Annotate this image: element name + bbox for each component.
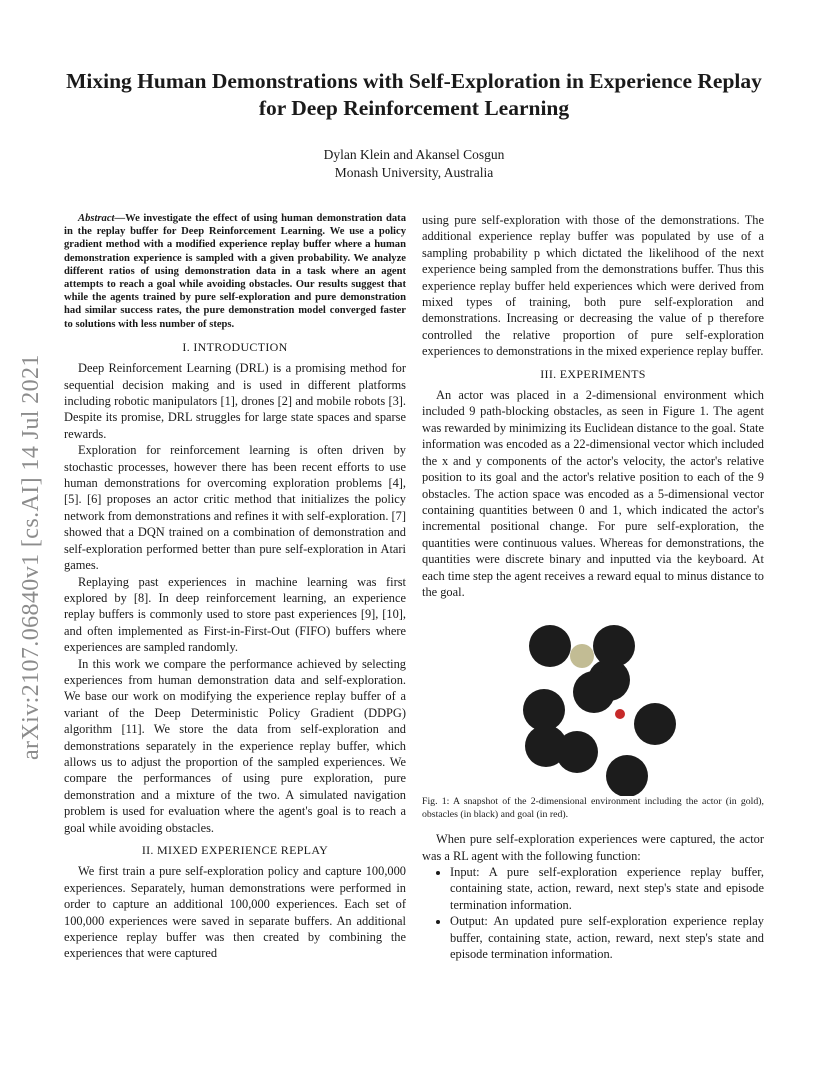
section-heading-experiments: III. EXPERIMENTS bbox=[540, 366, 646, 381]
abstract bbox=[64, 212, 406, 331]
figure-caption: Fig. 1: A snapshot of the 2-dimensional environment including the actor (in gold), obstacles (in black) and goal (in red). bbox=[422, 796, 764, 820]
right-column bbox=[422, 212, 764, 962]
obstacle bbox=[634, 703, 676, 745]
figure-environment bbox=[422, 606, 764, 796]
goal bbox=[615, 709, 625, 719]
affiliation: Monash University, Australia bbox=[334, 165, 494, 180]
obstacle bbox=[606, 755, 648, 796]
actor bbox=[570, 644, 594, 668]
obstacle bbox=[523, 689, 565, 731]
after-figure-paragraph: When pure self-exploration experiences were captured, the actor was a RL agent with the following function: bbox=[422, 832, 764, 863]
obstacle bbox=[573, 671, 615, 713]
experiments-paragraph: An actor was placed in a 2-dimensional environment which included 9 path-blocking obstacles, as seen in Figure 1. The agent was rewarded by minimizing its Euclidean distance to the goal. State information was encoded as a 22-dimensional vector which included the x and y components of the actor's velocity, the actor's relative position to its goal and the actor's relative position to each of the 9 obstacles. The action space was encoded as a 5-dimensional vector containing quantities between 0 and 1, which indicated the actor's incremental positional change. For pure self-exploration, the quantities were continuous values. Whereas for demonstrations, the quantities were discrete binary and inputted via the keyboard. At each time step the agent receives a reward equal to minus distance to the goal. bbox=[422, 388, 764, 599]
paper-title: Mixing Human Demonstrations with Self-Exploration in Experience Replay for Deep Reinforcement Learning bbox=[66, 69, 762, 120]
bullet-output: • Output: An updated pure self-exploration experience replay buffer, containing state, action, reward, next step's state and episode termination information. bbox=[450, 913, 764, 962]
authors: Dylan Klein and Akansel Cosgun bbox=[323, 147, 505, 162]
section-heading-introduction: I. INTRODUCTION bbox=[182, 339, 288, 354]
intro-paragraph-1: Deep Reinforcement Learning (DRL) is a promising method for sequential decision making and is used in different platforms including robotic manipulators [1], drones [2] and mobile robots [3]. Despite its promise, DRL struggles for large state spaces and sparse rewards. bbox=[64, 361, 406, 441]
left-column bbox=[64, 212, 406, 962]
environment-snapshot bbox=[422, 606, 764, 796]
function-bullets bbox=[422, 864, 764, 962]
abstract-lead: Abstract bbox=[78, 213, 115, 224]
intro-paragraph-4: In this work we compare the performance achieved by selecting experiences from human demonstration data and self-exploration. We base our work on modifying the experience replay buffer of a variant of the Deep Deterministic Policy Gradient (DDPG) algorithm [11]. We store the data from self-exploration and demonstrations separately in the experience replay buffer, which allows us to adjust the proportion of the sampled experiences. We compare the performances of using pure exploration, pure demonstration and a mixture of the two. A simulated navigation problem is used for evaluation where the agent's goal is to reach a goal while avoiding obstacles. bbox=[64, 656, 406, 835]
obstacle bbox=[529, 625, 571, 667]
abstract-text: —We investigate the effect of using human demonstration data in the replay buffer for Deep Reinforcement Learning. We use a policy gradient method with a modified experience replay buffer where a human demonstration experience is sampled with a given probability. We analyze different ratios of using demonstration data in a task where an agent attempts to reach a goal while avoiding obstacles. Our results suggest that while the agents trained by pure self-exploration and pure demonstration had similar success rates, the pure demonstration model converged faster to solutions with less number of steps. bbox=[64, 213, 406, 330]
intro-paragraph-3: Replaying past experiences in machine learning was first explored by [8]. In deep reinforcement learning, an experience replay buffers is commonly used to store past experiences [9], [10], and often implemented as First-in-First-Out (FIFO) buffers where experiences are sampled randomly. bbox=[64, 574, 406, 655]
mixed-paragraph-right: using pure self-exploration with those of the demonstrations. The additional experience replay buffer was populated by use of a sampling probability p which dictated the likelihood of the next experience being sampled from the demonstrations buffer. Thus this experience replay buffer held experiences which were derived from mixed types of training, both pure self-exploration and demonstrations. Increasing or decreasing the value of p therefore controlled the relative proportion of pure self-exploration experiences to demonstrations in the mixed experience replay buffer. bbox=[422, 213, 764, 359]
intro-paragraph-2: Exploration for reinforcement learning is often driven by stochastic processes, however there has been recent efforts to use human demonstrations for overcoming exploration problems [4], [5]. [6] proposes an actor critic method that initializes the policy network from demonstrations and refines it with self-exploration. [7] showed that a DQN trained on a combination of demonstration and self-exploration performed better than pure self-exploration in Atari games. bbox=[64, 443, 406, 573]
section-heading-mixed-replay: II. MIXED EXPERIENCE REPLAY bbox=[141, 843, 329, 858]
bullet-input: • Input: A pure self-exploration experience replay buffer, containing state, action, reward, next step's state and episode termination information. bbox=[450, 864, 764, 913]
obstacle bbox=[556, 731, 598, 773]
mixed-paragraph-left: We first train a pure self-exploration policy and capture 100,000 experiences. Separately, human demonstrations were performed in order to capture an additional 100,000 experiences. Each set of 100,000 experiences were saved in separate buffers. An additional experience replay buffer was then created by combining the experiences that were captured bbox=[64, 864, 406, 961]
arxiv-stamp: arXiv:2107.06840v1 [cs.AI] 14 Jul 2021 bbox=[18, 354, 44, 760]
